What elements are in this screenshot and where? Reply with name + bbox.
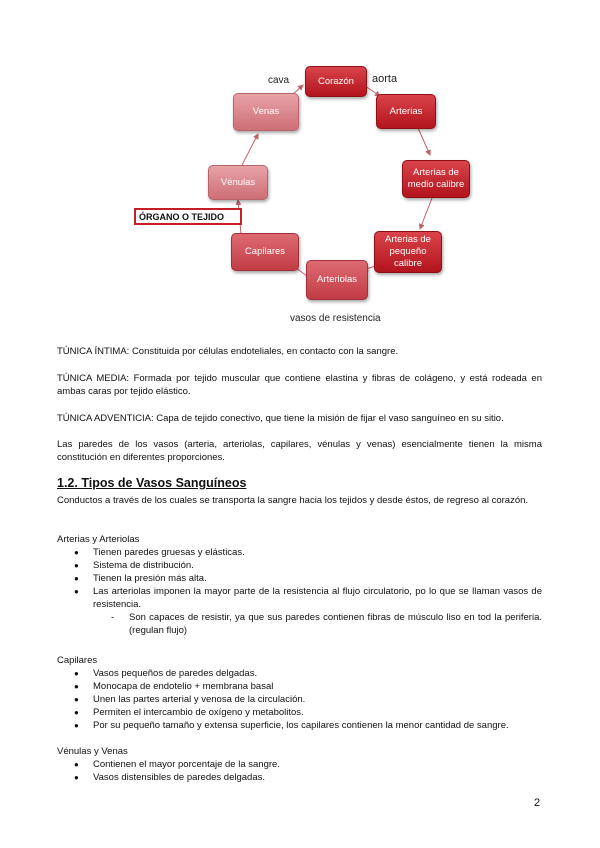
list-item: ● Por su pequeño tamaño y extensa superficie, los capilares contienen la menor cantidad de sangre. — [74, 720, 509, 731]
list-item: ● Sistema de distribución. — [74, 560, 194, 571]
tunica-intima: TÚNICA ÍNTIMA: Constituida por células endoteliales, en contacto con la sangre. — [57, 346, 399, 357]
capilares-list — [57, 667, 542, 732]
label-aorta: aorta — [372, 73, 398, 85]
arrow-arterias-medio — [418, 128, 430, 155]
node-venas: Venas — [233, 93, 299, 131]
tunica-adventicia: TÚNICA ADVENTICIA: Capa de tejido conectivo, que tiene la misión de fijar el vaso sanguíneo en su sitio. — [57, 413, 504, 424]
list-item: ● Monocapa de endotelio + membrana basal — [74, 681, 274, 692]
capilares-heading: Capilares — [57, 655, 98, 666]
circulation-diagram — [0, 0, 600, 335]
section-title: 1.2. Tipos de Vasos Sanguíneos — [57, 476, 247, 490]
label-vasos-resistencia: vasos de resistencia — [290, 313, 381, 324]
node-arterias: Arterias — [376, 94, 436, 129]
diagram-arrows — [0, 0, 600, 335]
node-corazon: Corazón — [305, 66, 367, 97]
arrow-venulas-venas — [242, 134, 258, 165]
tunica-media: TÚNICA MEDIA: Formada por tejido muscular que contiene elastina y fibras de colágeno, y está rodeada en ambas caras por tejido elástico. — [57, 373, 542, 397]
list-item: ● Vasos distensibles de paredes delgadas. — [74, 772, 265, 783]
venulas-heading: Vénulas y Venas — [57, 746, 128, 757]
arrow-medio-pequeno — [420, 198, 432, 229]
arterias-heading: Arterias y Arteriolas — [57, 534, 140, 545]
node-arteriolas: Arteriolas — [306, 260, 368, 300]
list-item: ● Permiten el intercambio de oxígeno y metabolitos. — [74, 707, 304, 718]
list-item: ● Contienen el mayor porcentaje de la sangre. — [74, 759, 280, 770]
label-cava: cava — [268, 75, 290, 86]
list-item: ● Vasos pequeños de paredes delgadas. — [74, 668, 258, 679]
list-item: ● Tienen la presión más alta. — [74, 573, 207, 584]
node-capilares: Capilares — [231, 233, 299, 271]
list-item: ● Las arteriolas imponen la mayor parte de la resistencia al flujo circulatorio, po lo que se llaman vasos de resistencia. — [74, 586, 542, 610]
label-organo-tejido: ÓRGANO O TEJIDO — [134, 208, 242, 225]
sub-list-item: - Son capaces de resistir, ya que sus paredes contienen fibras de músculo liso en tod la periferia. (regulan flujo) — [111, 612, 542, 636]
venulas-list — [57, 758, 542, 784]
list-item: ● Unen las partes arterial y venosa de la circulación. — [74, 694, 306, 705]
node-venulas: Vénulas — [208, 165, 268, 200]
arterias-list — [57, 546, 542, 637]
section-intro: Conductos a través de los cuales se transporta la sangre hacia los tejidos y desde éstos, de regreso al corazón. — [57, 495, 529, 506]
paredes-paragraph: Las paredes de los vasos (arteria, arteriolas, capilares, vénulas y venas) esencialmente tienen la misma constitución en diferentes proporciones. — [57, 439, 542, 463]
node-arterias-pequeno: Arterias de pequeño calibre — [374, 231, 442, 273]
list-item: ● Tienen paredes gruesas y elásticas. — [74, 547, 245, 558]
page-number: 2 — [534, 797, 541, 809]
node-arterias-medio: Arterias de medio calibre — [402, 160, 470, 198]
